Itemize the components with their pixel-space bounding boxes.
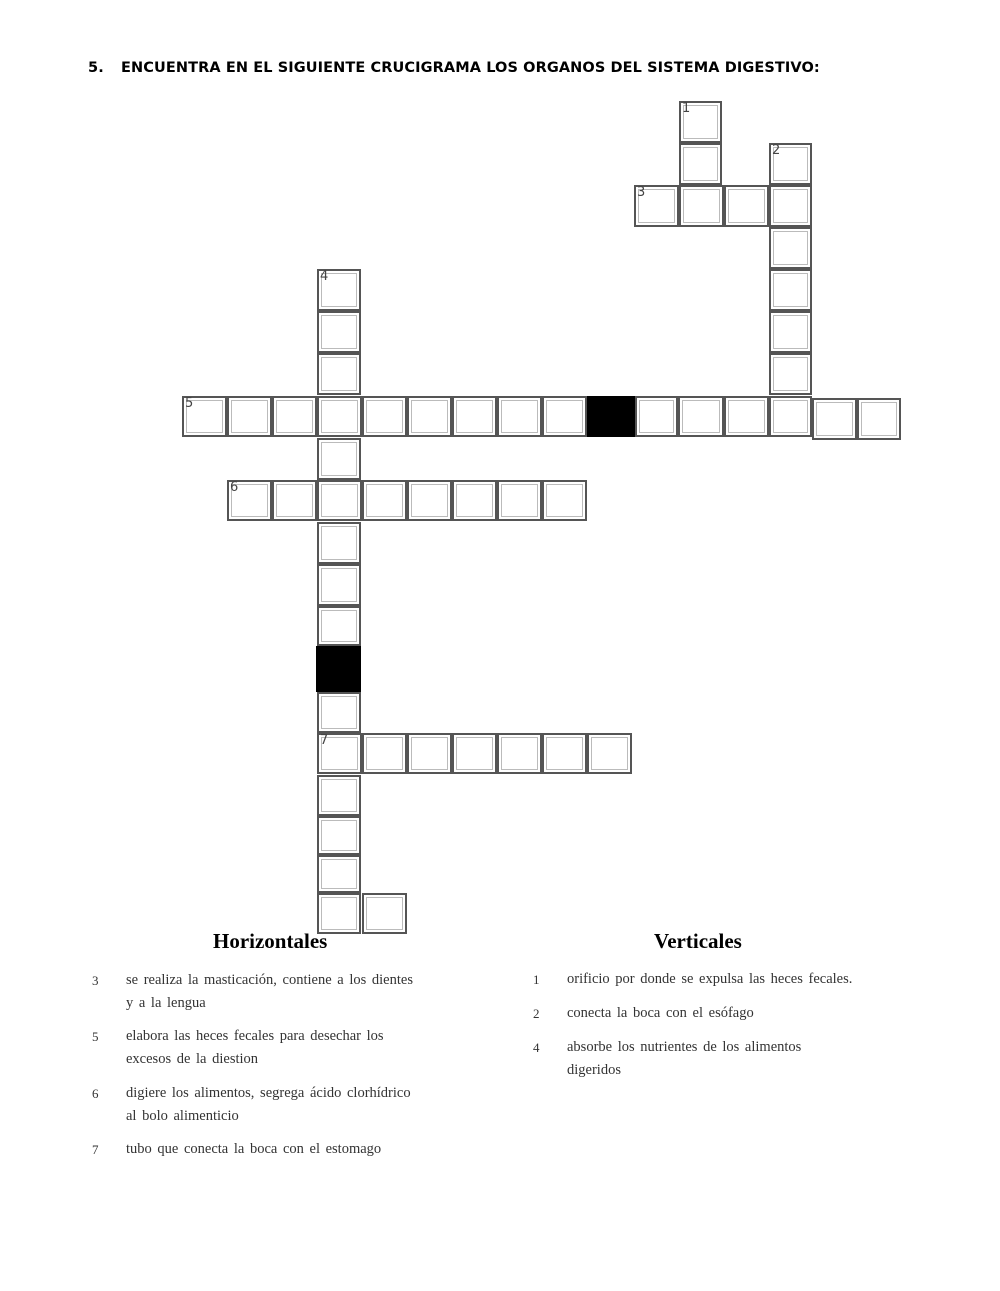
blocked-cell	[316, 646, 361, 692]
crossword-letter-input[interactable]	[364, 735, 405, 772]
crossword-cell[interactable]	[769, 311, 812, 353]
blocked-cell	[587, 396, 635, 437]
crossword-letter-input[interactable]	[409, 482, 450, 519]
crossword-cell[interactable]	[542, 480, 587, 521]
crossword-cell[interactable]	[317, 692, 361, 733]
crossword-cell[interactable]	[317, 269, 361, 311]
crossword-clue-number: 6	[230, 480, 239, 495]
crossword-cell[interactable]	[678, 396, 724, 437]
crossword-cell[interactable]	[317, 438, 361, 480]
crossword-letter-input[interactable]	[681, 103, 720, 141]
crossword-letter-input[interactable]	[681, 145, 720, 183]
crossword-cell[interactable]	[272, 480, 317, 521]
crossword-letter-input[interactable]	[771, 229, 810, 267]
crossword-cell[interactable]	[769, 353, 812, 395]
crossword-letter-input[interactable]	[319, 694, 359, 731]
crossword-cell[interactable]	[182, 396, 227, 437]
clue-number: 5	[92, 1029, 99, 1044]
crossword-clue-number: 5	[185, 396, 194, 411]
crossword-letter-input[interactable]	[726, 398, 767, 435]
crossword-cell[interactable]	[497, 733, 542, 774]
crossword-letter-input[interactable]	[544, 398, 585, 435]
crossword-letter-input[interactable]	[184, 398, 225, 435]
crossword-cell[interactable]	[497, 396, 542, 437]
crossword-cell[interactable]	[317, 353, 361, 395]
clue-number: 1	[533, 972, 540, 987]
clue-text: tubo que conecta la boca con el estomago	[126, 1141, 382, 1157]
crossword-cell[interactable]	[634, 185, 679, 227]
crossword-letter-input[interactable]	[319, 895, 359, 932]
crossword-cell[interactable]	[857, 398, 901, 440]
crossword-letter-input[interactable]	[454, 398, 495, 435]
crossword-letter-input[interactable]	[319, 524, 359, 562]
crossword-letter-input[interactable]	[229, 482, 270, 519]
crossword-letter-input[interactable]	[364, 398, 405, 435]
crossword-letter-input[interactable]	[319, 355, 359, 393]
crossword-letter-input[interactable]	[319, 735, 360, 772]
crossword-cell[interactable]	[724, 396, 769, 437]
crossword-letter-input[interactable]	[680, 398, 722, 435]
crossword-letter-input[interactable]	[589, 735, 630, 772]
crossword-letter-input[interactable]	[637, 398, 676, 435]
crossword-letter-input[interactable]	[319, 777, 359, 814]
crossword-letter-input[interactable]	[274, 482, 315, 519]
clue-text: y a la lengua	[126, 995, 206, 1011]
crossword-letter-input[interactable]	[319, 398, 360, 435]
crossword-letter-input[interactable]	[319, 482, 360, 519]
crossword-letter-input[interactable]	[319, 608, 359, 644]
crossword-cell[interactable]	[317, 311, 361, 353]
crossword-letter-input[interactable]	[636, 187, 677, 225]
crossword-letter-input[interactable]	[319, 313, 359, 351]
crossword-letter-input[interactable]	[319, 857, 359, 891]
crossword-cell[interactable]	[317, 855, 361, 893]
crossword-cell[interactable]	[362, 733, 407, 774]
clue-number: 3	[92, 973, 99, 988]
crossword-cell[interactable]	[317, 606, 361, 646]
crossword-clue-number: 1	[682, 101, 691, 116]
crossword-clue-number: 4	[320, 269, 329, 284]
crossword-letter-input[interactable]	[771, 187, 810, 225]
crossword-clue-number: 3	[637, 185, 646, 200]
crossword-cell[interactable]	[362, 480, 407, 521]
exercise-number: 5.	[88, 60, 104, 76]
crossword-letter-input[interactable]	[364, 482, 405, 519]
crossword-cell[interactable]	[362, 396, 407, 437]
crossword-cell[interactable]	[542, 733, 587, 774]
crossword-cell[interactable]	[407, 396, 452, 437]
crossword-cell[interactable]	[769, 227, 812, 269]
crossword-cell[interactable]	[724, 185, 769, 227]
verticales-title: Verticales	[654, 929, 742, 953]
crossword-cell[interactable]	[317, 522, 361, 564]
exercise-heading	[88, 60, 820, 76]
clue-text: conecta la boca con el esófago	[567, 1005, 754, 1021]
crossword-letter-input[interactable]	[771, 145, 810, 183]
crossword-letter-input[interactable]	[229, 398, 270, 435]
crossword-letter-input[interactable]	[319, 566, 359, 604]
clue-number: 4	[533, 1040, 540, 1055]
clue-text: digeridos	[567, 1062, 621, 1078]
crossword-cell[interactable]	[272, 396, 317, 437]
crossword-cell[interactable]	[679, 185, 724, 227]
crossword-cell[interactable]	[452, 733, 497, 774]
crossword-cell[interactable]	[227, 396, 272, 437]
crossword-letter-input[interactable]	[814, 400, 855, 438]
crossword-cell[interactable]	[317, 816, 361, 855]
crossword-cell[interactable]	[497, 480, 542, 521]
crossword-letter-input[interactable]	[771, 398, 810, 435]
clue-text: se realiza la masticación, contiene a los dientes	[126, 972, 413, 988]
crossword-letter-input[interactable]	[499, 482, 540, 519]
crossword-letter-input[interactable]	[499, 735, 540, 772]
clue-number: 7	[92, 1142, 99, 1157]
crossword-letter-input[interactable]	[771, 271, 810, 309]
crossword-letter-input[interactable]	[544, 735, 585, 772]
clue-number: 2	[533, 1006, 540, 1021]
crossword-cell[interactable]	[227, 480, 272, 521]
crossword-cell[interactable]	[452, 480, 497, 521]
crossword-cell[interactable]	[317, 893, 361, 934]
crossword-cell[interactable]	[679, 143, 722, 185]
crossword-cell[interactable]	[362, 893, 407, 934]
clue-text: orificio por donde se expulsa las heces fecales.	[567, 971, 853, 987]
crossword-clue-number: 7	[320, 733, 329, 748]
exercise-instruction: ENCUENTRA EN EL SIGUIENTE CRUCIGRAMA LOS ORGANOS DEL SISTEMA DIGESTIVO:	[121, 60, 820, 76]
crossword-cell[interactable]	[317, 480, 362, 521]
crossword-cell[interactable]	[317, 396, 362, 437]
crossword-letter-input[interactable]	[319, 818, 359, 853]
crossword-letter-input[interactable]	[319, 440, 359, 478]
clue-text: al bolo alimenticio	[126, 1108, 239, 1124]
crossword-cell[interactable]	[679, 101, 722, 143]
crossword-letter-input[interactable]	[859, 400, 899, 438]
crossword-cell[interactable]	[769, 143, 812, 185]
crossword-letter-input[interactable]	[726, 187, 767, 225]
horizontales-title: Horizontales	[213, 929, 328, 953]
clue-text: digiere los alimentos, segrega ácido clorhídrico	[126, 1085, 411, 1101]
clue-number: 6	[92, 1086, 99, 1101]
crossword-cell[interactable]	[587, 733, 632, 774]
crossword-letter-input[interactable]	[454, 482, 495, 519]
crossword-letter-input[interactable]	[544, 482, 585, 519]
crossword-cell[interactable]	[769, 396, 812, 437]
crossword-cell[interactable]	[452, 396, 497, 437]
crossword-cell[interactable]	[317, 775, 361, 816]
crossword-cell[interactable]	[407, 480, 452, 521]
clue-text: excesos de la diestion	[126, 1051, 259, 1067]
crossword-cell[interactable]	[542, 396, 587, 437]
crossword-letter-input[interactable]	[771, 313, 810, 351]
crossword-letter-input[interactable]	[319, 271, 359, 309]
crossword-clue-number: 2	[772, 143, 781, 158]
clue-text: elabora las heces fecales para desechar los	[126, 1028, 384, 1044]
crossword-letter-input[interactable]	[771, 355, 810, 393]
crossword-cell[interactable]	[407, 733, 452, 774]
crossword-cell[interactable]	[317, 733, 362, 774]
crossword-letter-input[interactable]	[364, 895, 405, 932]
crossword-letter-input[interactable]	[681, 187, 722, 225]
crossword-letter-input[interactable]	[274, 398, 315, 435]
clue-text: absorbe los nutrientes de los alimentos	[567, 1039, 802, 1055]
crossword-letter-input[interactable]	[409, 398, 450, 435]
crossword-cell[interactable]	[317, 564, 361, 606]
crossword-cell[interactable]	[769, 185, 812, 227]
crossword-cell[interactable]	[635, 396, 678, 437]
crossword-letter-input[interactable]	[409, 735, 450, 772]
crossword-letter-input[interactable]	[454, 735, 495, 772]
crossword-cell[interactable]	[769, 269, 812, 311]
crossword-letter-input[interactable]	[499, 398, 540, 435]
crossword-cell[interactable]	[812, 398, 857, 440]
